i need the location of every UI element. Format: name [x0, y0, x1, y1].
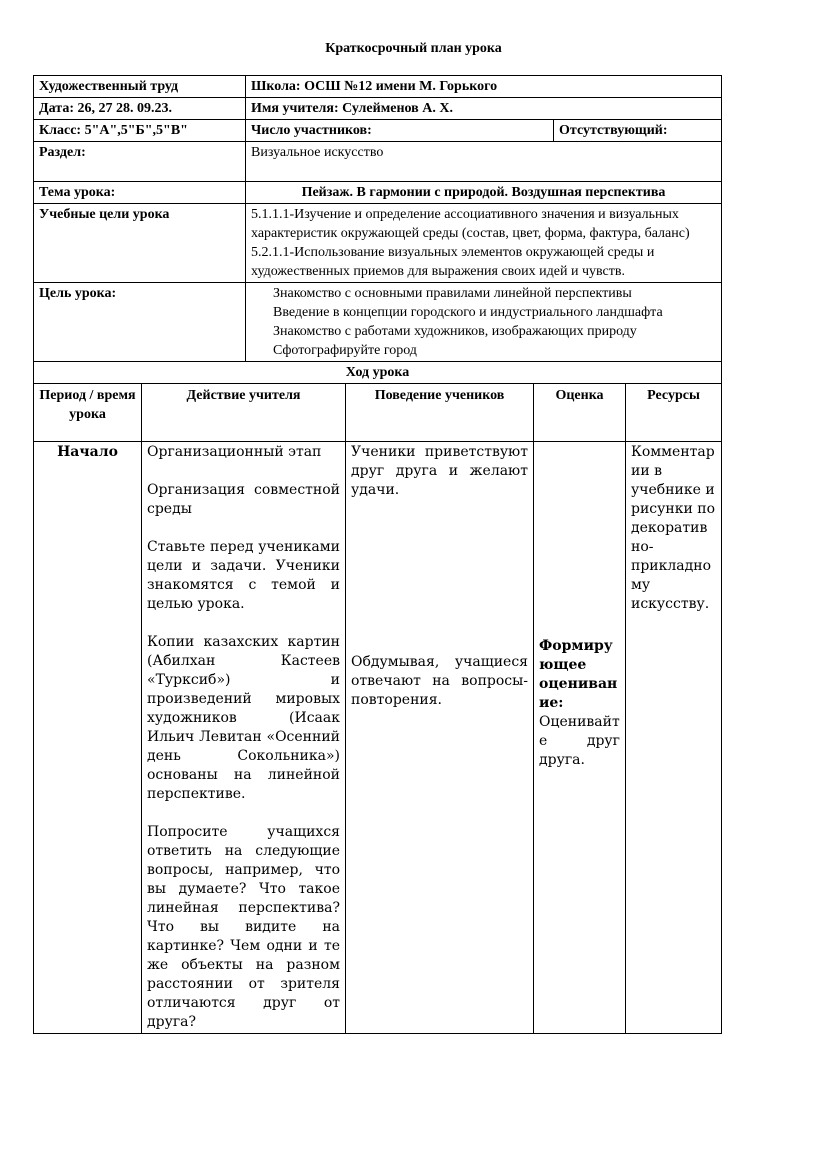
cell-assessment	[534, 442, 626, 1034]
paragraph: Оценивайте друг друга.	[539, 714, 620, 768]
table-row	[34, 442, 722, 1034]
paragraph: Организация совместной среды	[147, 482, 340, 517]
document-title: Краткосрочный план урока	[325, 41, 502, 56]
cell-teacher-name: Имя учителя: Сулейменов А. Х.	[246, 98, 722, 120]
column-header-teacher-action: Действие учителя	[142, 384, 346, 442]
table-row	[34, 98, 722, 120]
table-row	[34, 283, 722, 362]
paragraph: Введение в концепции городского и индустриального ландшафта	[273, 305, 663, 320]
column-header-period: Период / время урока	[34, 384, 142, 442]
cell-section-value: Визуальное искусство	[246, 142, 722, 182]
lesson-info-table	[33, 75, 722, 362]
paragraph: Знакомство с основными правилами линейной перспективы	[273, 286, 632, 301]
cell-participants-label: Число участников:	[246, 120, 554, 142]
lesson-flow-table	[33, 361, 722, 1034]
paragraph: Копии казахских картин (Абилхан Кастеев «Турксиб») и произведений мировых художников (Исаак Ильич Левитан «Осенний день Сокольника») основаны на линейной перспективе.	[147, 634, 340, 802]
paragraph: 5.2.1.1-Использование визуальных элементов окружающей среды и художественных приемов для выражения своих идей и чувств.	[251, 245, 655, 279]
cell-topic-value: Пейзаж. В гармонии с природой. Воздушная перспектива	[246, 182, 722, 204]
paragraph: Ученики приветствуют друг друга и желают удачи.	[351, 444, 528, 498]
paragraph: Попросите учащихся ответить на следующие вопросы, например, что вы думаете? Что такое линейная перспектива? Что вы видите на картинке? Чем одни и те же объекты на разном расстоянии от зрителя отличаются друг от друга?	[147, 824, 340, 1030]
cell-teacher-actions	[142, 442, 346, 1034]
cell-objectives	[246, 204, 722, 283]
cell-objectives-label: Учебные цели урока	[34, 204, 246, 283]
paragraph: Организационный этап	[147, 444, 322, 460]
cell-school: Школа: ОСШ №12 имени М. Горького	[246, 76, 722, 98]
paragraph: Обдумывая, учащиеся отвечают на вопросы-повторения.	[351, 654, 528, 708]
cell-topic-label: Тема урока:	[34, 182, 246, 204]
table-row	[34, 76, 722, 98]
column-header-assessment: Оценка	[534, 384, 626, 442]
cell-goals	[246, 283, 722, 362]
paragraph: Комментарии в учебнике и рисунки по декоративно-прикладному искусству.	[631, 444, 715, 612]
table-row	[34, 142, 722, 182]
cell-student-behavior	[346, 442, 534, 1034]
column-header-student-behavior: Поведение учеников	[346, 384, 534, 442]
table-row	[34, 204, 722, 283]
column-header-resources: Ресурсы	[626, 384, 722, 442]
cell-subject: Художественный труд	[34, 76, 246, 98]
paragraph: Ставьте перед учениками цели и задачи. Ученики знакомятся с темой и целью урока.	[147, 539, 340, 612]
table-row	[34, 120, 722, 142]
table-row	[34, 182, 722, 204]
assessment-label: Формирующее оценивание:	[539, 638, 618, 711]
cell-goal-label: Цель урока:	[34, 283, 246, 362]
cell-period: Начало	[34, 442, 142, 1034]
table-row	[34, 362, 722, 384]
cell-absent-label: Отсутствующий:	[554, 120, 722, 142]
paragraph: Сфотографируйте город	[273, 343, 417, 358]
goals-list	[251, 284, 716, 360]
paragraph: Знакомство с работами художников, изображающих природу	[273, 324, 637, 339]
cell-resources	[626, 442, 722, 1034]
cell-section-label: Раздел:	[34, 142, 246, 182]
flow-table-title: Ход урока	[34, 362, 722, 384]
cell-class: Класс: 5"А",5"Б",5"В"	[34, 120, 246, 142]
paragraph: 5.1.1.1-Изучение и определение ассоциативного значения и визуальных характеристик окружающей среды (состав, цвет, форма, фактура, баланс)	[251, 207, 690, 241]
table-header-row	[34, 384, 722, 442]
cell-date: Дата: 26, 27 28. 09.23.	[34, 98, 246, 120]
